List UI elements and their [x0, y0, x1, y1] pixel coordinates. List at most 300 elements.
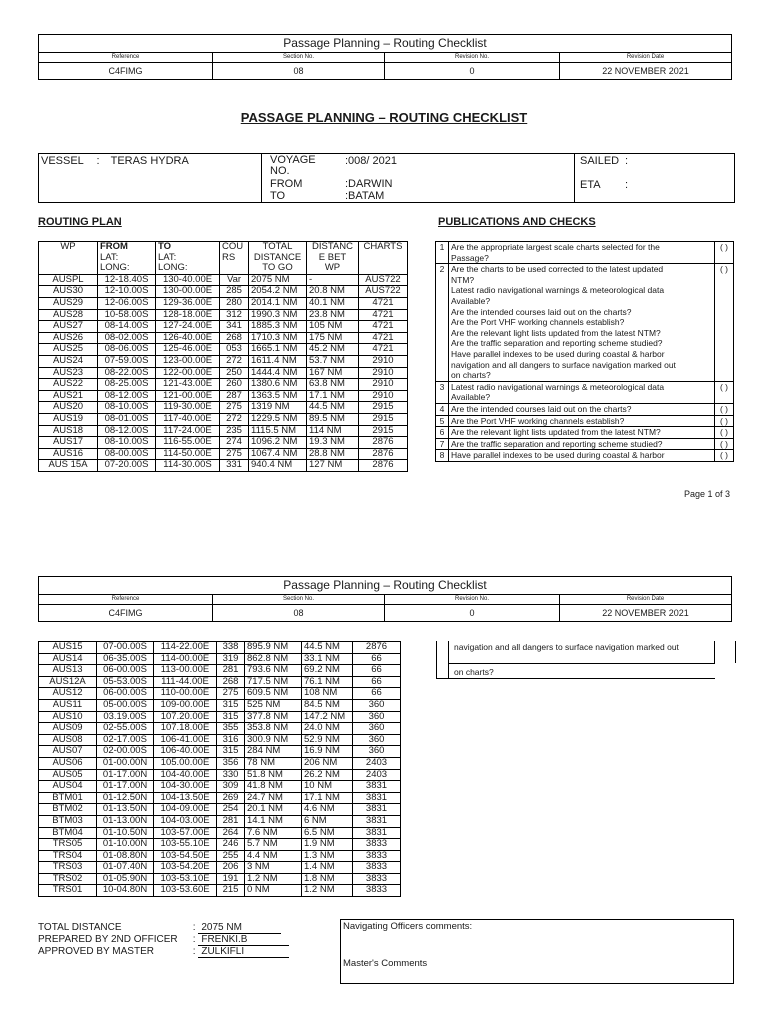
- publication-item: [436, 438, 734, 450]
- route-course: 315: [217, 711, 245, 723]
- route-total-distance: 5.7 NM: [245, 839, 302, 851]
- route-leg-distance: 4.6 NM: [302, 804, 353, 816]
- publication-item: [436, 242, 734, 264]
- comments-box: [340, 919, 734, 984]
- col-dist: [307, 242, 359, 275]
- route-leg-distance: 89.5 NM: [307, 413, 359, 425]
- route-from-pos: 08-02.00S: [98, 332, 156, 344]
- route-row: [39, 297, 408, 309]
- publication-number: 1: [436, 242, 449, 264]
- route-course: 330: [217, 769, 245, 781]
- route-chart: 3831: [353, 792, 401, 804]
- publication-item: [436, 415, 734, 427]
- pub-cont-line-1: navigation and all dangers to surface navigation marked out: [454, 642, 679, 652]
- col-from-lat: LAT:: [100, 251, 119, 263]
- from-value: :DARWIN: [345, 178, 393, 190]
- route-row: [39, 309, 408, 321]
- route-row: [39, 367, 408, 379]
- route-row: [39, 642, 401, 654]
- route-leg-distance: 84.5 NM: [302, 699, 353, 711]
- route-waypoint: AUSPL: [39, 274, 98, 286]
- route-from-pos: 05-00.00S: [97, 699, 154, 711]
- route-chart: 2915: [359, 402, 408, 414]
- route-to-pos: 111-44.00E: [154, 676, 217, 688]
- route-total-distance: 2054.2 NM: [249, 286, 307, 298]
- prepared-by-colon: :: [192, 934, 196, 945]
- route-waypoint: AUS27: [39, 321, 98, 333]
- route-leg-distance: 1.3 NM: [302, 850, 353, 862]
- route-from-pos: 07-59.00S: [98, 355, 156, 367]
- route-waypoint: AUS12A: [39, 676, 97, 688]
- route-total-distance: 1319 NM: [249, 402, 307, 414]
- route-total-distance: 41.8 NM: [245, 781, 302, 793]
- route-row: [39, 723, 401, 735]
- route-waypoint: AUS24: [39, 355, 98, 367]
- publication-item: [436, 264, 734, 382]
- approved-by-colon: :: [192, 946, 196, 957]
- route-chart: 360: [353, 734, 401, 746]
- route-to-pos: 103-54.20E: [154, 862, 217, 874]
- col-course-1: COU: [222, 241, 244, 252]
- publication-question-line: navigation and all dangers to surface navigation marked out: [451, 359, 676, 370]
- publication-item: [436, 381, 734, 403]
- route-total-distance: 1885.3 NM: [249, 321, 307, 333]
- route-total-distance: 1990.3 NM: [249, 309, 307, 321]
- route-to-pos: 114-00.00E: [154, 653, 217, 665]
- route-to-pos: 127-24.00E: [156, 321, 220, 333]
- route-total-distance: 793.6 NM: [245, 665, 302, 677]
- route-row: [39, 379, 408, 391]
- route-total-distance: 525 NM: [245, 699, 302, 711]
- route-total-distance: 940.4 NM: [249, 460, 307, 472]
- route-leg-distance: 127 NM: [307, 460, 359, 472]
- route-waypoint: AUS22: [39, 379, 98, 391]
- route-to-pos: 103-53.60E: [154, 885, 217, 897]
- route-to-pos: 119-30.00E: [156, 402, 220, 414]
- publication-number: 2: [436, 264, 449, 382]
- publication-checkbox[interactable]: ( ): [715, 427, 734, 439]
- route-total-distance: 1710.3 NM: [249, 332, 307, 344]
- routing-table-page2: [38, 641, 401, 897]
- col-dist-1: DISTANC: [312, 241, 353, 252]
- route-waypoint: AUS10: [39, 711, 97, 723]
- route-row: [39, 792, 401, 804]
- route-waypoint: AUS15: [39, 642, 97, 654]
- route-from-pos: 01-13.50N: [97, 804, 154, 816]
- route-leg-distance: 63.8 NM: [307, 379, 359, 391]
- route-total-distance: 1.2 NM: [245, 873, 302, 885]
- route-course: 275: [220, 448, 249, 460]
- route-chart: 2915: [359, 413, 408, 425]
- route-course: 272: [220, 355, 249, 367]
- route-course: 331: [220, 460, 249, 472]
- route-row: [39, 676, 401, 688]
- route-chart: 4721: [359, 321, 408, 333]
- route-total-distance: 1444.4 NM: [249, 367, 307, 379]
- route-row: [39, 769, 401, 781]
- route-waypoint: TRS01: [39, 885, 97, 897]
- route-chart: 2910: [359, 390, 408, 402]
- publication-number: 7: [436, 438, 449, 450]
- route-from-pos: 10-58.00S: [98, 309, 156, 321]
- publication-question: [449, 381, 715, 403]
- total-distance-value: 2075 NM: [198, 922, 281, 934]
- route-leg-distance: 167 NM: [307, 367, 359, 379]
- publication-checkbox[interactable]: ( ): [715, 438, 734, 450]
- route-chart: 3831: [353, 781, 401, 793]
- route-total-distance: 20.1 NM: [245, 804, 302, 816]
- header-col-reference: Reference: [39, 53, 213, 63]
- route-total-distance: 51.8 NM: [245, 769, 302, 781]
- publication-question: [449, 438, 715, 450]
- col-from-title: FROM: [100, 241, 128, 252]
- route-row: [39, 665, 401, 677]
- header-val-section: 08: [213, 63, 385, 80]
- publication-item: [436, 450, 734, 462]
- route-leg-distance: 17.1 NM: [307, 390, 359, 402]
- publication-number: 3: [436, 381, 449, 403]
- route-waypoint: AUS05: [39, 769, 97, 781]
- route-from-pos: 07-00.00S: [97, 642, 154, 654]
- route-chart: 4721: [359, 344, 408, 356]
- publications-body: [436, 242, 734, 462]
- route-total-distance: 609.5 NM: [245, 688, 302, 700]
- prepared-by-label: PREPARED BY 2ND OFFICER: [38, 934, 178, 945]
- route-course: 246: [217, 839, 245, 851]
- route-leg-distance: 44.5 NM: [307, 402, 359, 414]
- route-course: 281: [217, 815, 245, 827]
- route-total-distance: 1363.5 NM: [249, 390, 307, 402]
- route-to-pos: 123-00.00E: [156, 355, 220, 367]
- route-from-pos: 06-35.00S: [97, 653, 154, 665]
- publication-number: 5: [436, 415, 449, 427]
- route-waypoint: AUS28: [39, 309, 98, 321]
- publication-question: [449, 242, 715, 264]
- route-leg-distance: -: [307, 274, 359, 286]
- publication-question-line: Are the traffic separation and reporting scheme studied?: [451, 438, 663, 449]
- route-to-pos: 121-00.00E: [156, 390, 220, 402]
- publication-question-line: Are the intended courses laid out on the charts?: [451, 403, 632, 414]
- route-chart: 360: [353, 723, 401, 735]
- route-leg-distance: 6.5 NM: [302, 827, 353, 839]
- route-to-pos: 103-57.00E: [154, 827, 217, 839]
- route-to-pos: 103-54.50E: [154, 850, 217, 862]
- header-table-page2: [38, 576, 732, 622]
- route-total-distance: 862.8 NM: [245, 653, 302, 665]
- publication-question-line: Available?: [451, 392, 491, 403]
- route-to-pos: 107.20.00E: [154, 711, 217, 723]
- route-row: [39, 827, 401, 839]
- vessel-colon: :: [96, 155, 100, 167]
- col-wp: WP: [39, 242, 98, 275]
- publication-checkbox[interactable]: ( ): [715, 450, 734, 462]
- route-to-pos: 104-30.00E: [154, 781, 217, 793]
- routing-body-page1: [39, 274, 408, 471]
- header-col-date: Revision Date: [560, 53, 732, 63]
- eta-value: :: [625, 179, 629, 191]
- route-to-pos: 117-24.00E: [156, 425, 220, 437]
- route-course: 275: [217, 688, 245, 700]
- route-waypoint: TRS04: [39, 850, 97, 862]
- col-to-title: TO: [158, 241, 172, 252]
- route-row: [39, 448, 408, 460]
- route-from-pos: 10-04.80N: [97, 885, 154, 897]
- route-chart: 3833: [353, 885, 401, 897]
- route-course: 272: [220, 413, 249, 425]
- route-chart: 2403: [353, 769, 401, 781]
- route-waypoint: AUS11: [39, 699, 97, 711]
- route-leg-distance: 52.9 NM: [302, 734, 353, 746]
- route-chart: 3833: [353, 862, 401, 874]
- route-course: 338: [217, 642, 245, 654]
- route-waypoint: BTM04: [39, 827, 97, 839]
- route-from-pos: 08-25.00S: [98, 379, 156, 391]
- header2-val-revision: 0: [385, 605, 560, 622]
- publication-question-line: Are the relevant light lists updated from the latest NTM?: [451, 327, 661, 338]
- route-total-distance: 1665.1 NM: [249, 344, 307, 356]
- route-row: [39, 781, 401, 793]
- route-from-pos: 01-17.00N: [97, 769, 154, 781]
- publication-question-line: Have parallel indexes to be used during coastal & harbor: [451, 348, 665, 359]
- route-row: [39, 321, 408, 333]
- vessel-name: TERAS HYDRA: [110, 155, 189, 167]
- route-chart: 3833: [353, 850, 401, 862]
- route-from-pos: 08-12.00S: [98, 390, 156, 402]
- master-comments-label: Master's Comments: [343, 958, 428, 969]
- route-row: [39, 699, 401, 711]
- route-total-distance: 78 NM: [245, 757, 302, 769]
- publication-question-line: Available?: [451, 295, 491, 306]
- publications-continuation: [436, 641, 736, 679]
- route-course: 269: [217, 792, 245, 804]
- route-chart: 3833: [353, 839, 401, 851]
- route-leg-distance: 108 NM: [302, 688, 353, 700]
- route-leg-distance: 69.2 NM: [302, 665, 353, 677]
- route-row: [39, 804, 401, 816]
- route-row: [39, 286, 408, 298]
- route-waypoint: AUS07: [39, 746, 97, 758]
- route-from-pos: 05-53.00S: [97, 676, 154, 688]
- route-total-distance: 0 NM: [245, 885, 302, 897]
- route-leg-distance: 53.7 NM: [307, 355, 359, 367]
- route-chart: 360: [353, 699, 401, 711]
- route-course: 264: [217, 827, 245, 839]
- route-to-pos: 105.00.00E: [154, 757, 217, 769]
- route-from-pos: 08-06.00S: [98, 344, 156, 356]
- route-leg-distance: 33.1 NM: [302, 653, 353, 665]
- publication-number: 4: [436, 403, 449, 415]
- route-chart: 2910: [359, 379, 408, 391]
- route-row: [39, 344, 408, 356]
- publication-checkbox[interactable]: ( ): [715, 415, 734, 427]
- route-leg-distance: 206 NM: [302, 757, 353, 769]
- route-to-pos: 107.18.00E: [154, 723, 217, 735]
- header-table-page1: [38, 34, 732, 80]
- route-waypoint: AUS06: [39, 757, 97, 769]
- route-chart: 2910: [359, 367, 408, 379]
- route-waypoint: TRS02: [39, 873, 97, 885]
- publications-table: [435, 241, 734, 462]
- route-course: 235: [220, 425, 249, 437]
- publication-question-line: Are the traffic separation and reporting scheme studied?: [451, 338, 663, 349]
- route-chart: 2876: [353, 642, 401, 654]
- route-course: 309: [217, 781, 245, 793]
- route-from-pos: 07-20.00S: [98, 460, 156, 472]
- publication-question-line: Passage?: [451, 252, 489, 263]
- route-row: [39, 653, 401, 665]
- route-from-pos: 01-05.90N: [97, 873, 154, 885]
- route-leg-distance: 19.3 NM: [307, 437, 359, 449]
- route-course: 250: [220, 367, 249, 379]
- voyage-value: :008/ 2021: [345, 155, 397, 167]
- route-waypoint: AUS08: [39, 734, 97, 746]
- publication-number: 8: [436, 450, 449, 462]
- col-dist-3: WP: [324, 262, 341, 274]
- route-total-distance: 300.9 NM: [245, 734, 302, 746]
- route-course: 285: [220, 286, 249, 298]
- route-row: [39, 413, 408, 425]
- header-val-date: 22 NOVEMBER 2021: [560, 63, 732, 80]
- route-course: 260: [220, 379, 249, 391]
- prepared-by-row: [38, 934, 289, 946]
- sailed-eta-cell: [575, 154, 735, 202]
- col-to-lat: LAT:: [158, 251, 177, 263]
- route-from-pos: 03.19.00S: [97, 711, 154, 723]
- route-course: 315: [217, 746, 245, 758]
- publication-number: 6: [436, 427, 449, 439]
- route-chart: 2876: [359, 437, 408, 449]
- route-total-distance: 14.1 NM: [245, 815, 302, 827]
- route-to-pos: 104-40.00E: [154, 769, 217, 781]
- route-to-pos: 122-00.00E: [156, 367, 220, 379]
- route-waypoint: AUS25: [39, 344, 98, 356]
- route-to-pos: 104-13.50E: [154, 792, 217, 804]
- route-waypoint: BTM03: [39, 815, 97, 827]
- route-row: [39, 355, 408, 367]
- publication-question-line: Are the Port VHF working channels establish?: [451, 317, 625, 328]
- route-waypoint: AUS13: [39, 665, 97, 677]
- route-to-pos: 104-09.00E: [154, 804, 217, 816]
- approved-by-row: [38, 946, 289, 958]
- to-value: :BATAM: [345, 190, 385, 202]
- header2-col-section: Section No.: [213, 595, 385, 605]
- route-total-distance: 2014.1 NM: [249, 297, 307, 309]
- route-waypoint: AUS09: [39, 723, 97, 735]
- publication-question-line: Are the charts to be used corrected to the latest updated: [451, 264, 664, 275]
- route-row: [39, 885, 401, 897]
- route-course: 315: [217, 699, 245, 711]
- route-course: 268: [220, 332, 249, 344]
- route-row: [39, 437, 408, 449]
- route-course: 280: [220, 297, 249, 309]
- route-course: 053: [220, 344, 249, 356]
- route-course: 287: [220, 390, 249, 402]
- route-course: 281: [217, 665, 245, 677]
- route-to-pos: 110-00.00E: [154, 688, 217, 700]
- route-waypoint: AUS30: [39, 286, 98, 298]
- voyage-label: VOYAGE NO.: [270, 154, 316, 177]
- route-from-pos: 06-00.00S: [97, 688, 154, 700]
- publication-question-line: Have parallel indexes to be used during coastal & harbor: [451, 450, 665, 461]
- route-total-distance: 353.8 NM: [245, 723, 302, 735]
- route-to-pos: 103-53.10E: [154, 873, 217, 885]
- route-from-pos: 02-55.00S: [97, 723, 154, 735]
- route-to-pos: 126-40.00E: [156, 332, 220, 344]
- route-from-pos: 01-13.00N: [97, 815, 154, 827]
- publication-item: [436, 403, 734, 415]
- route-total-distance: 1096.2 NM: [249, 437, 307, 449]
- route-row: [39, 815, 401, 827]
- route-row: [39, 862, 401, 874]
- route-total-distance: 1380.6 NM: [249, 379, 307, 391]
- route-leg-distance: 1.2 NM: [302, 885, 353, 897]
- route-total-distance: 24.7 NM: [245, 792, 302, 804]
- publication-question: [449, 427, 715, 439]
- route-course: 316: [217, 734, 245, 746]
- voyage-cell: [262, 154, 575, 202]
- route-leg-distance: 40.1 NM: [307, 297, 359, 309]
- route-course: 356: [217, 757, 245, 769]
- route-waypoint: AUS20: [39, 402, 98, 414]
- col-total-3: TO GO: [262, 262, 293, 274]
- publication-checkbox[interactable]: ( ): [715, 264, 734, 382]
- route-to-pos: 130-00.00E: [156, 286, 220, 298]
- route-leg-distance: 45.2 NM: [307, 344, 359, 356]
- publication-checkbox[interactable]: ( ): [715, 403, 734, 415]
- route-row: [39, 757, 401, 769]
- total-distance-colon: :: [192, 922, 196, 933]
- col-total-2: DISTANCE: [253, 251, 302, 263]
- route-course: 274: [220, 437, 249, 449]
- col-charts: CHARTS: [359, 242, 408, 275]
- route-waypoint: AUS14: [39, 653, 97, 665]
- route-row: [39, 332, 408, 344]
- route-waypoint: AUS29: [39, 297, 98, 309]
- route-from-pos: 01-17.00N: [97, 781, 154, 793]
- route-waypoint: AUS18: [39, 425, 98, 437]
- vessel-cell: [39, 154, 262, 202]
- header-val-revision: 0: [385, 63, 560, 80]
- col-to-long: LONG:: [158, 262, 188, 274]
- route-to-pos: 104-03.00E: [154, 815, 217, 827]
- col-dist-2: E BET: [318, 251, 347, 263]
- route-course: 312: [220, 309, 249, 321]
- route-total-distance: 1229.5 NM: [249, 413, 307, 425]
- route-leg-distance: 20.8 NM: [307, 286, 359, 298]
- route-from-pos: 12-18.40S: [98, 274, 156, 286]
- route-row: [39, 839, 401, 851]
- route-total-distance: 7.6 NM: [245, 827, 302, 839]
- header2-col-revision: Revision No.: [385, 595, 560, 605]
- pub-cont-line-2: on charts?: [454, 667, 494, 677]
- publication-question-line: NTM?: [451, 274, 475, 285]
- route-total-distance: 284 NM: [245, 746, 302, 758]
- route-from-pos: 08-22.00S: [98, 367, 156, 379]
- publication-question-line: on charts?: [451, 370, 491, 381]
- from-label: FROM: [270, 178, 303, 190]
- to-label: TO: [270, 190, 286, 202]
- publication-checkbox[interactable]: ( ): [715, 381, 734, 403]
- route-leg-distance: 44.5 NM: [302, 642, 353, 654]
- total-distance-row: [38, 922, 281, 934]
- header2-val-section: 08: [213, 605, 385, 622]
- route-to-pos: 113-00.00E: [154, 665, 217, 677]
- route-course: 191: [217, 873, 245, 885]
- approved-by-label: APPROVED BY MASTER: [38, 946, 154, 957]
- route-chart: 66: [353, 665, 401, 677]
- publication-checkbox[interactable]: ( ): [715, 242, 734, 264]
- route-total-distance: 3 NM: [245, 862, 302, 874]
